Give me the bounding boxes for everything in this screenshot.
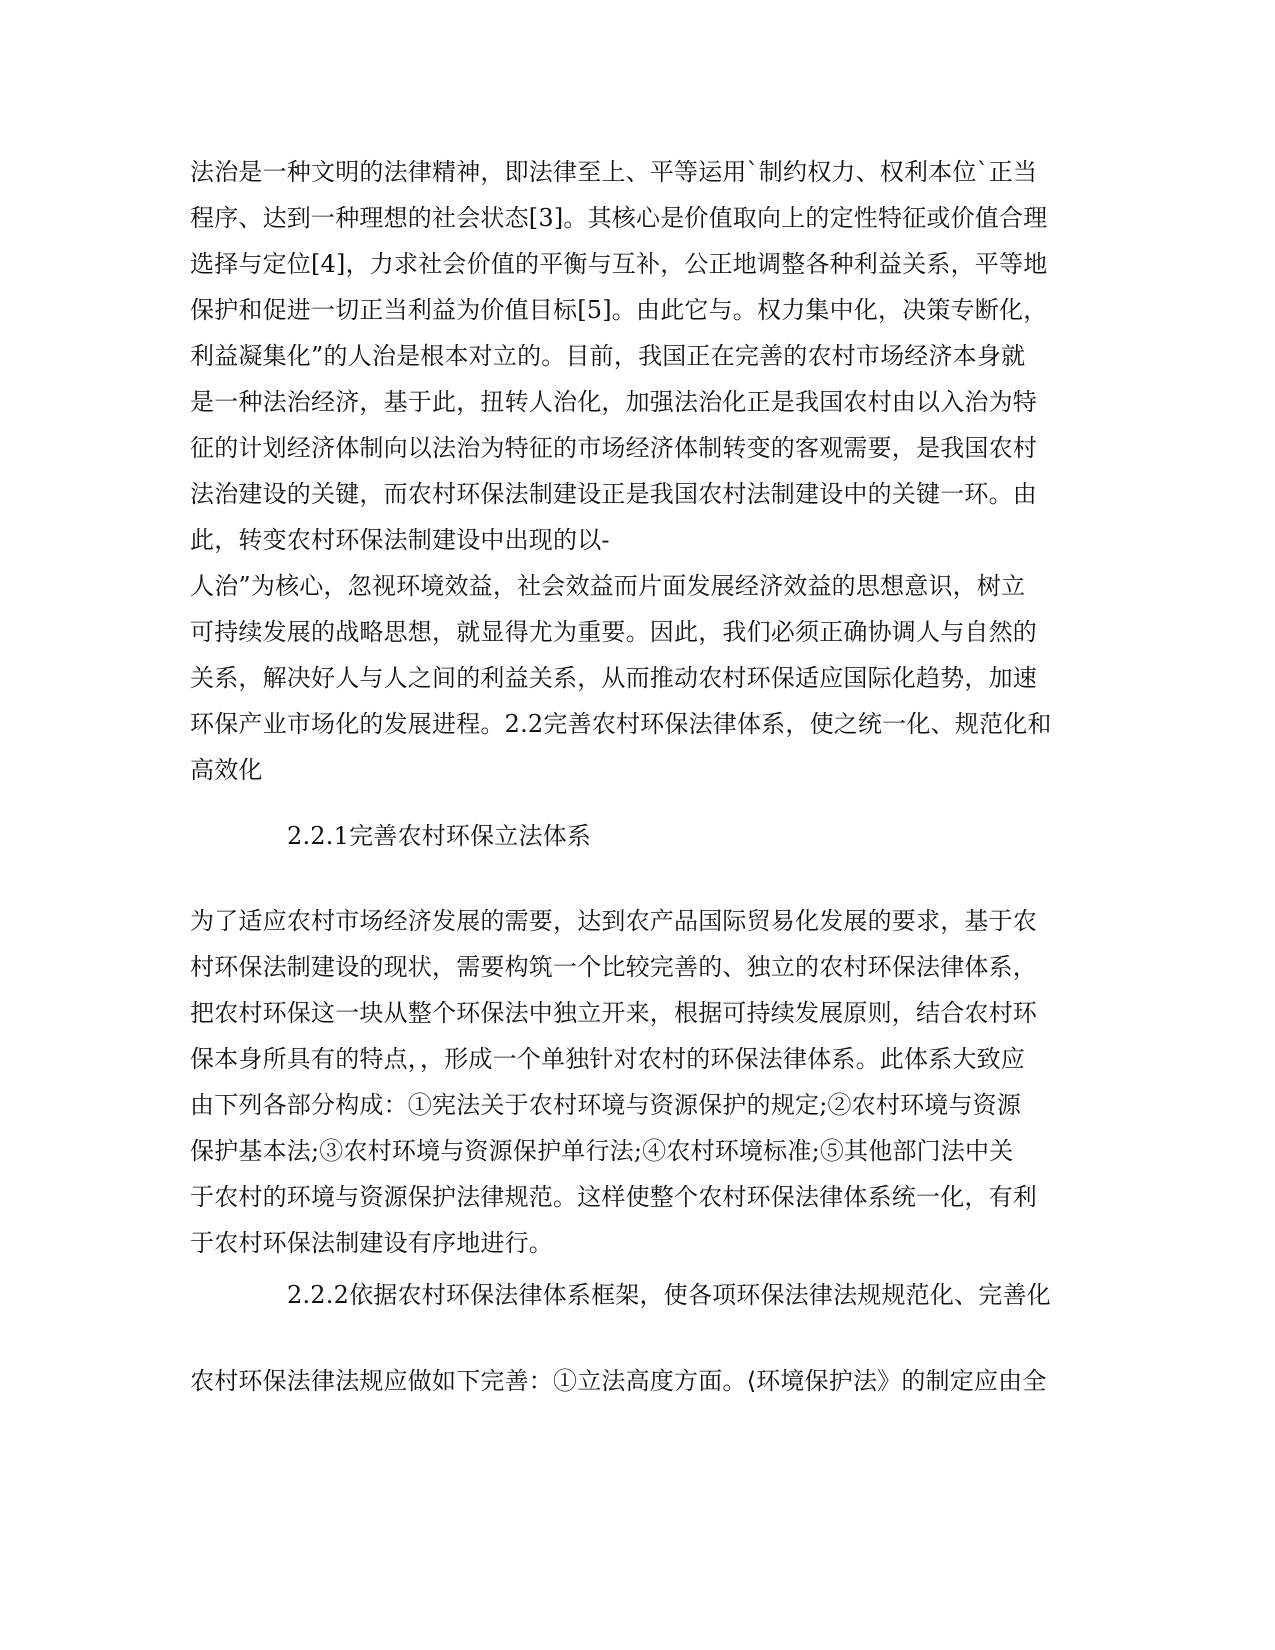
text-line: 此，转变农村环保法制建设中出现的以- <box>190 526 610 554</box>
section-heading: 2.2.2依据农村环保法律体系框架，使各项环保法律法规规范化、完善化 <box>287 1281 1051 1309</box>
text-line: 利益凝集化”的人治是根本对立的。目前，我国正在完善的农村市场经济本身就 <box>190 342 1026 370</box>
text-line: 选择与定位[4]，力求社会价值的平衡与互补，公正地调整各种利益关系，平等地 <box>190 250 1048 278</box>
text-line: 村环保法制建设的现状，需要构筑一个比较完善的、独立的农村环保法律体系， <box>190 953 1037 981</box>
text-line: 保护基本法;③农村环境与资源保护单行法;④农村环境标准;⑤其他部门法中关 <box>190 1137 1014 1165</box>
text-line: 征的计划经济体制向以法治为特征的市场经济体制转变的客观需要，是我国农村 <box>190 434 1037 462</box>
text-line: 由下列各部分构成：①宪法关于农村环境与资源保护的规定;②农村环境与资源 <box>190 1091 1022 1119</box>
text-line: 人治”为核心，忽视环境效益，社会效益而片面发展经济效益的思想意识，树立 <box>190 572 1026 600</box>
text-line: 保本身所具有的特点，，形成一个单独针对农村的环保法律体系。此体系大致应 <box>190 1045 1025 1073</box>
section-heading: 2.2.1完善农村环保立法体系 <box>287 822 592 850</box>
text-line: 农村环保法律法规应做如下完善：①立法高度方面。⟨环境保护法》的制定应由全 <box>190 1367 1047 1395</box>
text-line: 环保产业市场化的发展进程。2.2完善农村环保法律体系，使之统一化、规范化和 <box>190 710 1052 738</box>
text-line: 关系，解决好人与人之间的利益关系，从而推动农村环保适应国际化趋势，加速 <box>190 664 1037 692</box>
text-line: 高效化 <box>190 756 263 784</box>
text-line: 保护和促进一切正当利益为价值目标[5]。由此它与。权力集中化，决策专断化， <box>190 296 1048 324</box>
text-line: 把农村环保这一块从整个环保法中独立开来，根据可持续发展原则，结合农村环 <box>190 999 1037 1027</box>
text-line: 是一种法治经济，基于此，扭转人治化，加强法治化正是我国农村由以入治为特 <box>190 388 1037 416</box>
text-line: 为了适应农村市场经济发展的需要，达到农产品国际贸易化发展的要求，基于农 <box>190 907 1037 935</box>
text-line: 程序、达到一种理想的社会状态[3]。其核心是价值取向上的定性特征或价值合理 <box>190 204 1048 232</box>
text-line: 于农村的环境与资源保护法律规范。这样使整个农村环保法律体系统一化，有利 <box>190 1183 1037 1211</box>
text-line: 法治建设的关键，而农村环保法制建设正是我国农村法制建设中的关键一环。由 <box>190 480 1037 508</box>
text-line: 可持续发展的战略思想，就显得尤为重要。因此，我们必须正确协调人与自然的 <box>190 618 1037 646</box>
text-line: 于农村环保法制建设有序地进行。 <box>190 1229 553 1257</box>
text-line: 法治是一种文明的法律精神，即法律至上、平等运用`制约权力、权利本位`正当 <box>190 158 1038 186</box>
